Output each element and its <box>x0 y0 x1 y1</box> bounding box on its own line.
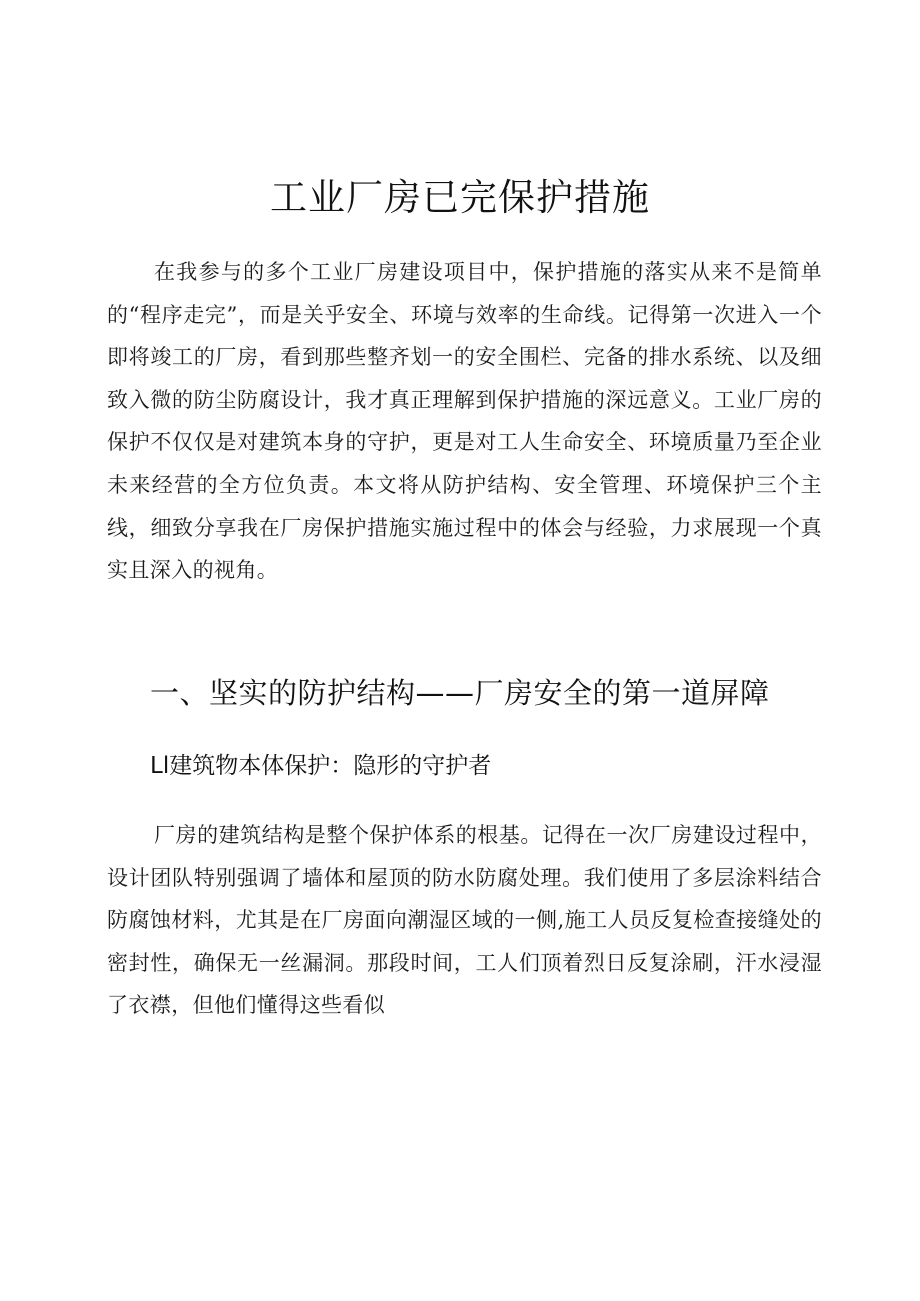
section-heading-1: 一、坚实的防护结构——厂房安全的第一道屏障 <box>150 676 770 710</box>
intro-paragraph: 在我参与的多个工业厂房建设项目中，保护措施的落实从来不是简单的“程序走完”，而是关乎安全、环境与效率的生命线。记得第一次进入一个即将竣工的厂房，看到那些整齐划一的安全围栏、完备的排水系统、以及细致入微的防尘防腐设计，我才真正理解到保护措施的深远意义。工业厂房的保护不仅仅是对建筑本身的守护，更是对工人生命安全、环境质量乃至企业未来经营的全方位负责。本文将从防护结构、安全管理、环境保护三个主线，细致分享我在厂房保护措施实施过程中的体会与经验，力求展现一个真实且深入的视角。 <box>107 260 822 583</box>
document-title: 工业厂房已完保护措施 <box>270 176 650 219</box>
subsection-paragraph: 厂房的建筑结构是整个保护体系的根基。记得在一次厂房建设过程中，设计团队特别强调了墙体和屋顶的防水防腐处理。我们使用了多层涂料结合防腐蚀材料，尤其是在厂房面向潮湿区域的一侧,施工人员反复检查接缝处的密封性，确保无一丝漏洞。那段时间，工人们顶着烈日反复涂刷，汗水浸湿了衣襟，但他们懂得这些看似 <box>107 823 822 1018</box>
subsection-heading-1-1: Ll建筑物本体保护：隐形的守护者 <box>150 753 492 779</box>
